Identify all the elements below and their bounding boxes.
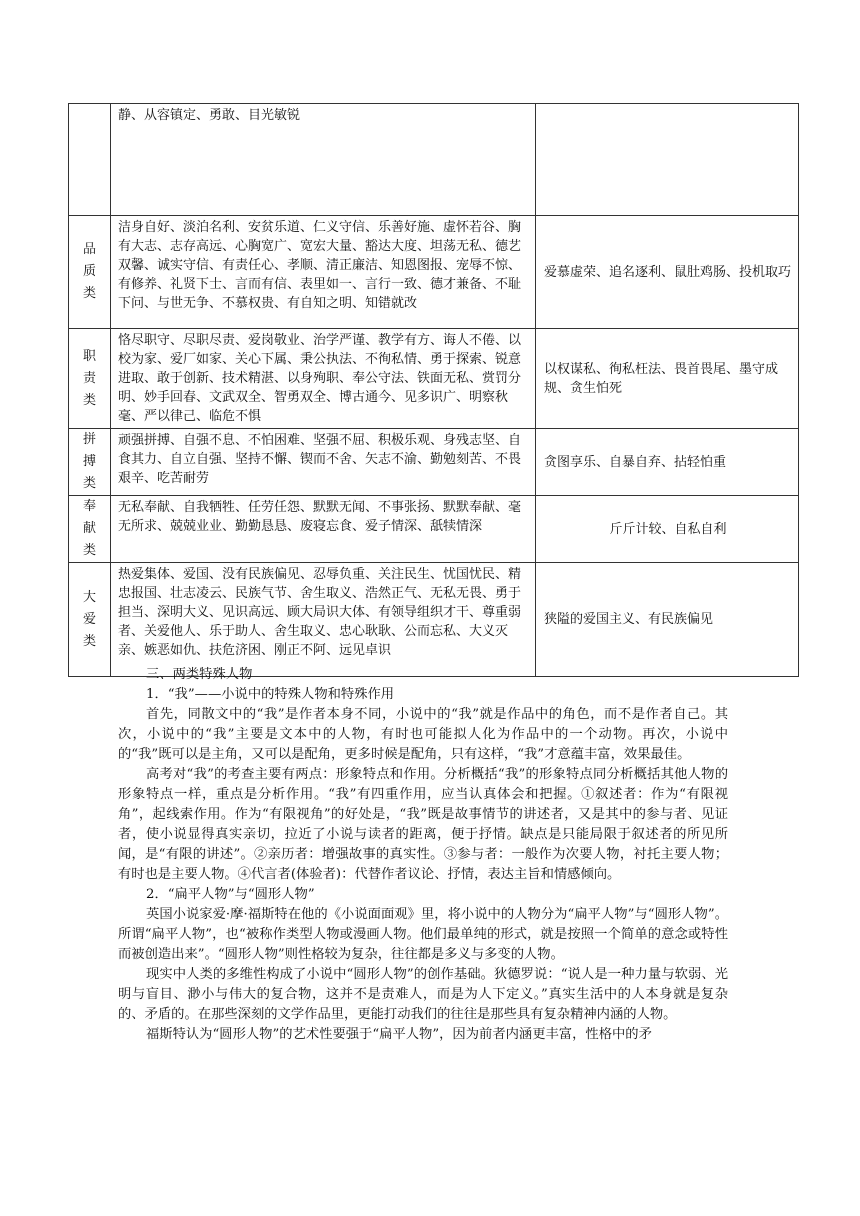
category-cell — [69, 104, 111, 216]
positive-traits-cell: 静、从容镇定、勇敢、目光敏锐 — [111, 104, 536, 216]
positive-traits-cell: 热爱集体、爱国、没有民族偏见、忍辱负重、关注民生、忧国忧民、精忠报国、壮志凌云、民族气节、舍生取义、浩然正气、无私无畏、勇于担当、深明大义、见识高远、顾大局识大体、有领导组织才干、尊重弱者、关爱他人、乐于助人、舍生取义、忠心耿耿、公而忘私、大义灭亲、嫉恶如仇、扶危济困、刚正不阿、远见卓识 — [111, 563, 536, 677]
table-row — [69, 496, 799, 563]
table-row — [69, 563, 799, 677]
category-cell: 大爱类 — [69, 563, 111, 677]
paragraph: 英国小说家爱·摩·福斯特在他的《小说面面观》里，将小说中的人物分为“扁平人物”与“圆形人物”。所谓“扁平人物”，也“被称作类型人物或漫画人物。他们最单纯的形式，就是按照一个简单的意念或特性而被创造出来”。“圆形人物”则性格较为复杂，往往都是多义与多变的人物。 — [118, 907, 728, 962]
subsection-heading: 1．“我”——小说中的特殊人物和特殊作用 — [146, 687, 395, 702]
negative-traits-cell: 以权谋私、徇私枉法、畏首畏尾、墨守成规、贪生怕死 — [536, 329, 799, 429]
negative-traits-cell — [536, 104, 799, 216]
category-cell: 奉献类 — [69, 496, 111, 563]
paragraph: 高考对“我”的考查主要有两点：形象特点和作用。分析概括“我”的形象特点同分析概括其他人物的形象特点一样，重点是分析作用。“我”有四重作用，应当认真体会和把握。①叙述者：作为“有限视角”，起线索作用。作为“有限视角”的好处是，“我”既是故事情节的讲述者，又是其中的参与者、见证者，使小说显得真实亲切，拉近了小说与读者的距离，便于抒情。缺点是只能局限于叙述者的所见所闻，是“有限的讲述”。②亲历者：增强故事的真实性。③参与者：一般作为次要人物，衬托主要人物；有时也是主要人物。④代言者(体验者)：代替作者议论、抒情，表达主旨和情感倾向。 — [118, 767, 728, 882]
negative-traits-cell: 爱慕虚荣、追名逐利、鼠肚鸡肠、投机取巧 — [536, 216, 799, 329]
table-row — [69, 104, 799, 216]
section-body — [118, 665, 728, 1045]
paragraph: 首先，同散文中的“我”是作者本身不同，小说中的“我”就是作品中的角色，而不是作者自己。其次，小说中的“我”主要是文本中的人物，有时也可能拟人化为作品中的一个动物。再次，小说中的“我”既可以是主角，又可以是配角，更多时候是配角，只有这样，“我”才意蕴丰富，效果最佳。 — [118, 707, 728, 762]
positive-traits-cell: 无私奉献、自我牺牲、任劳任怨、默默无闻、不事张扬、默默奉献、毫无所求、兢兢业业、勤勤恳恳、废寝忘食、爱子情深、舐犊情深 — [111, 496, 536, 563]
negative-traits-cell: 狭隘的爱国主义、有民族偏见 — [536, 563, 799, 677]
positive-traits-cell: 恪尽职守、尽职尽责、爱岗敬业、治学严谨、教学有方、诲人不倦、以校为家、爱厂如家、关心下属、秉公执法、不徇私情、勇于探索、锐意进取、敢于创新、技术精湛、以身殉职、奉公守法、铁面无私、赏罚分明、妙手回春、文武双全、智勇双全、博古通今、见多识广、明察秋毫、严以律己、临危不惧 — [111, 329, 536, 429]
table-row — [69, 216, 799, 329]
paragraph: 福斯特认为“圆形人物”的艺术性要强于“扁平人物”，因为前者内涵更丰富，性格中的矛 — [146, 1027, 652, 1042]
subsection-heading: 2．“扁平人物”与“圆形人物” — [146, 887, 315, 902]
category-cell: 品质类 — [69, 216, 111, 329]
paragraph: 现实中人类的多维性构成了小说中“圆形人物”的创作基础。狄德罗说：“说人是一种力量与软弱、光明与盲目、渺小与伟大的复合物，这并不是责难人，而是为人下定义。”真实生活中的人本身就是复杂的、矛盾的。在那些深刻的文学作品里，更能打动我们的往往是那些具有复杂精神内涵的人物。 — [118, 967, 728, 1022]
negative-traits-cell: 斤斤计较、自私自利 — [536, 496, 799, 563]
table-row — [69, 329, 799, 429]
positive-traits-cell: 洁身自好、淡泊名利、安贫乐道、仁义守信、乐善好施、虚怀若谷、胸有大志、志存高远、心胸宽广、宽宏大量、豁达大度、坦荡无私、德艺双馨、诚实守信、有责任心、孝顺、清正廉洁、知恩图报、宠辱不惊、有修养、礼贤下士、言而有信、表里如一、言行一致、德才兼备、不耻下问、与世无争、不慕权贵、有自知之明、知错就改 — [111, 216, 536, 329]
section-heading: 三、两类特殊人物 — [146, 667, 253, 682]
category-cell: 职责类 — [69, 329, 111, 429]
character-traits-table — [68, 103, 799, 677]
table-row — [69, 429, 799, 496]
negative-traits-cell: 贪图享乐、自暴自弃、拈轻怕重 — [536, 429, 799, 496]
category-cell: 拼搏类 — [69, 429, 111, 496]
positive-traits-cell: 顽强拼搏、自强不息、不怕困难、坚强不屈、积极乐观、身残志坚、自食其力、自立自强、坚持不懈、锲而不舍、矢志不渝、勤勉刻苦、不畏艰辛、吃苦耐劳 — [111, 429, 536, 496]
